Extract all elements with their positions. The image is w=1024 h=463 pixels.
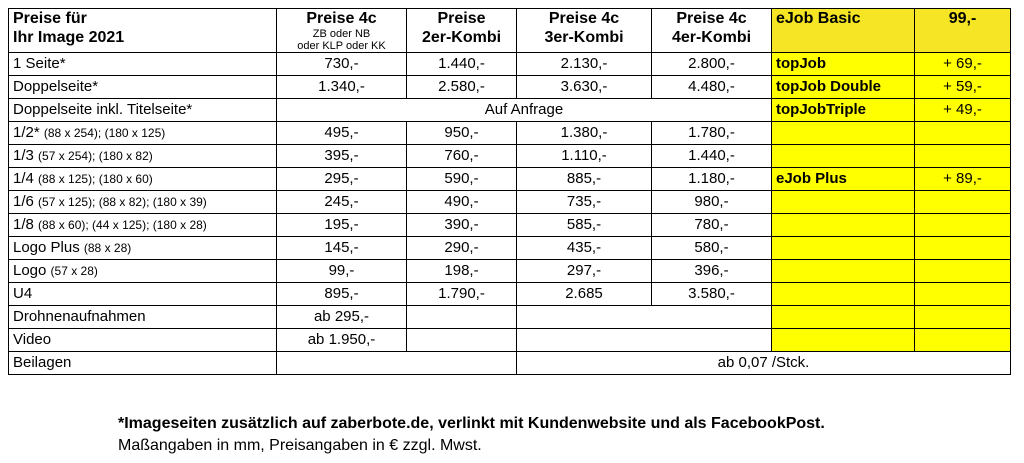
yellow-cell	[915, 237, 1011, 260]
price-cell: 885,-	[517, 168, 652, 191]
topjob-double-label: topJob Double	[772, 76, 915, 99]
price-cell: 980,-	[652, 191, 772, 214]
empty-cell	[407, 329, 517, 352]
price-cell: 735,-	[517, 191, 652, 214]
row-label: Logo (57 x 28)	[9, 260, 277, 283]
price-cell: 1.790,-	[407, 283, 517, 306]
price-cell: ab 1.950,-	[277, 329, 407, 352]
price-cell: ab 295,-	[277, 306, 407, 329]
price-cell: 3.580,-	[652, 283, 772, 306]
topjob-double-price: + 59,-	[915, 76, 1011, 99]
price-cell: 3.630,-	[517, 76, 652, 99]
yellow-cell	[772, 260, 915, 283]
price-cell: 1.440,-	[652, 145, 772, 168]
yellow-cell	[915, 260, 1011, 283]
row-label: Logo Plus (88 x 28)	[9, 237, 277, 260]
table-row	[9, 306, 1011, 329]
yellow-cell	[772, 145, 915, 168]
beilagen-price: ab 0,07 /Stck.	[517, 352, 1011, 375]
ejob-basic-price: 99,-	[915, 9, 1011, 53]
yellow-cell	[915, 145, 1011, 168]
price-cell: 2.580,-	[407, 76, 517, 99]
price-cell: 395,-	[277, 145, 407, 168]
row-label: 1/2* (88 x 254); (180 x 125)	[9, 122, 277, 145]
footnote-imageseiten: *Imageseiten zusätzlich auf zaberbote.de, verlinkt mit Kundenwebsite und als FacebookPost.	[118, 415, 825, 432]
price-cell: 198,-	[407, 260, 517, 283]
ejob-plus-price: + 89,-	[915, 168, 1011, 191]
yellow-cell	[772, 329, 915, 352]
price-cell: 730,-	[277, 53, 407, 76]
topjob-triple-label: topJobTriple	[772, 99, 915, 122]
price-cell: 780,-	[652, 214, 772, 237]
row-label: 1/3 (57 x 254); (180 x 82)	[9, 145, 277, 168]
price-cell: 295,-	[277, 168, 407, 191]
yellow-cell	[772, 122, 915, 145]
table-row	[9, 260, 1011, 283]
row-label: 1/4 (88 x 125); (180 x 60)	[9, 168, 277, 191]
price-cell: 950,-	[407, 122, 517, 145]
footnote-units: Maßangaben in mm, Preisangaben in € zzgl. Mwst.	[118, 437, 482, 454]
yellow-cell	[915, 214, 1011, 237]
row-label: Doppelseite*	[9, 76, 277, 99]
table-row	[9, 145, 1011, 168]
row-label: Doppelseite inkl. Titelseite*	[9, 99, 277, 122]
price-cell: 2.685	[517, 283, 652, 306]
topjob-price: + 69,-	[915, 53, 1011, 76]
price-cell: 290,-	[407, 237, 517, 260]
table-row	[9, 329, 1011, 352]
row-label: 1 Seite*	[9, 53, 277, 76]
yellow-cell	[915, 191, 1011, 214]
price-cell: 1.380,-	[517, 122, 652, 145]
empty-cell	[517, 329, 772, 352]
row-label: 1/6 (57 x 125); (88 x 82); (180 x 39)	[9, 191, 277, 214]
row-label: Beilagen	[9, 352, 277, 375]
ejob-plus-label: eJob Plus	[772, 168, 915, 191]
price-cell: 585,-	[517, 214, 652, 237]
row-label: 1/8 (88 x 60); (44 x 125); (180 x 28)	[9, 214, 277, 237]
ejob-basic-label: eJob Basic	[772, 9, 915, 53]
price-cell: 145,-	[277, 237, 407, 260]
table-row	[9, 214, 1011, 237]
yellow-cell	[772, 283, 915, 306]
topjob-triple-price: + 49,-	[915, 99, 1011, 122]
yellow-cell	[772, 214, 915, 237]
empty-cell	[277, 352, 517, 375]
topjob-label: topJob	[772, 53, 915, 76]
empty-cell	[407, 306, 517, 329]
price-cell: 2.130,-	[517, 53, 652, 76]
price-cell: 580,-	[652, 237, 772, 260]
price-cell: 895,-	[277, 283, 407, 306]
table-row	[9, 283, 1011, 306]
price-cell: 590,-	[407, 168, 517, 191]
price-cell: 245,-	[277, 191, 407, 214]
price-cell: 495,-	[277, 122, 407, 145]
table-row	[9, 76, 1011, 99]
table-row	[9, 352, 1011, 375]
col-header-3er: Preise 4c 3er-Kombi	[517, 9, 652, 53]
yellow-cell	[915, 283, 1011, 306]
table-title: Preise für Ihr Image 2021	[9, 9, 277, 53]
col-header-4c: Preise 4c ZB oder NB oder KLP oder KK	[277, 9, 407, 53]
table-header-row	[9, 9, 1011, 53]
table-row	[9, 191, 1011, 214]
table-row	[9, 168, 1011, 191]
table-row	[9, 53, 1011, 76]
auf-anfrage: Auf Anfrage	[277, 99, 772, 122]
yellow-cell	[915, 306, 1011, 329]
yellow-cell	[915, 329, 1011, 352]
table-row	[9, 122, 1011, 145]
row-label: Drohnenaufnahmen	[9, 306, 277, 329]
price-cell: 760,-	[407, 145, 517, 168]
price-cell: 1.780,-	[652, 122, 772, 145]
price-cell: 435,-	[517, 237, 652, 260]
col-header-4er: Preise 4c 4er-Kombi	[652, 9, 772, 53]
price-cell: 1.340,-	[277, 76, 407, 99]
price-cell: 1.110,-	[517, 145, 652, 168]
row-label: U4	[9, 283, 277, 306]
price-table	[8, 8, 1011, 375]
price-cell: 1.440,-	[407, 53, 517, 76]
yellow-cell	[772, 306, 915, 329]
price-cell: 297,-	[517, 260, 652, 283]
price-cell: 490,-	[407, 191, 517, 214]
yellow-cell	[772, 237, 915, 260]
price-cell: 4.480,-	[652, 76, 772, 99]
table-row	[9, 237, 1011, 260]
empty-cell	[517, 306, 772, 329]
price-cell: 2.800,-	[652, 53, 772, 76]
yellow-cell	[772, 191, 915, 214]
col-header-2er: Preise 2er-Kombi	[407, 9, 517, 53]
yellow-cell	[915, 122, 1011, 145]
price-cell: 195,-	[277, 214, 407, 237]
price-cell: 396,-	[652, 260, 772, 283]
table-row	[9, 99, 1011, 122]
price-cell: 390,-	[407, 214, 517, 237]
price-cell: 99,-	[277, 260, 407, 283]
row-label: Video	[9, 329, 277, 352]
price-cell: 1.180,-	[652, 168, 772, 191]
